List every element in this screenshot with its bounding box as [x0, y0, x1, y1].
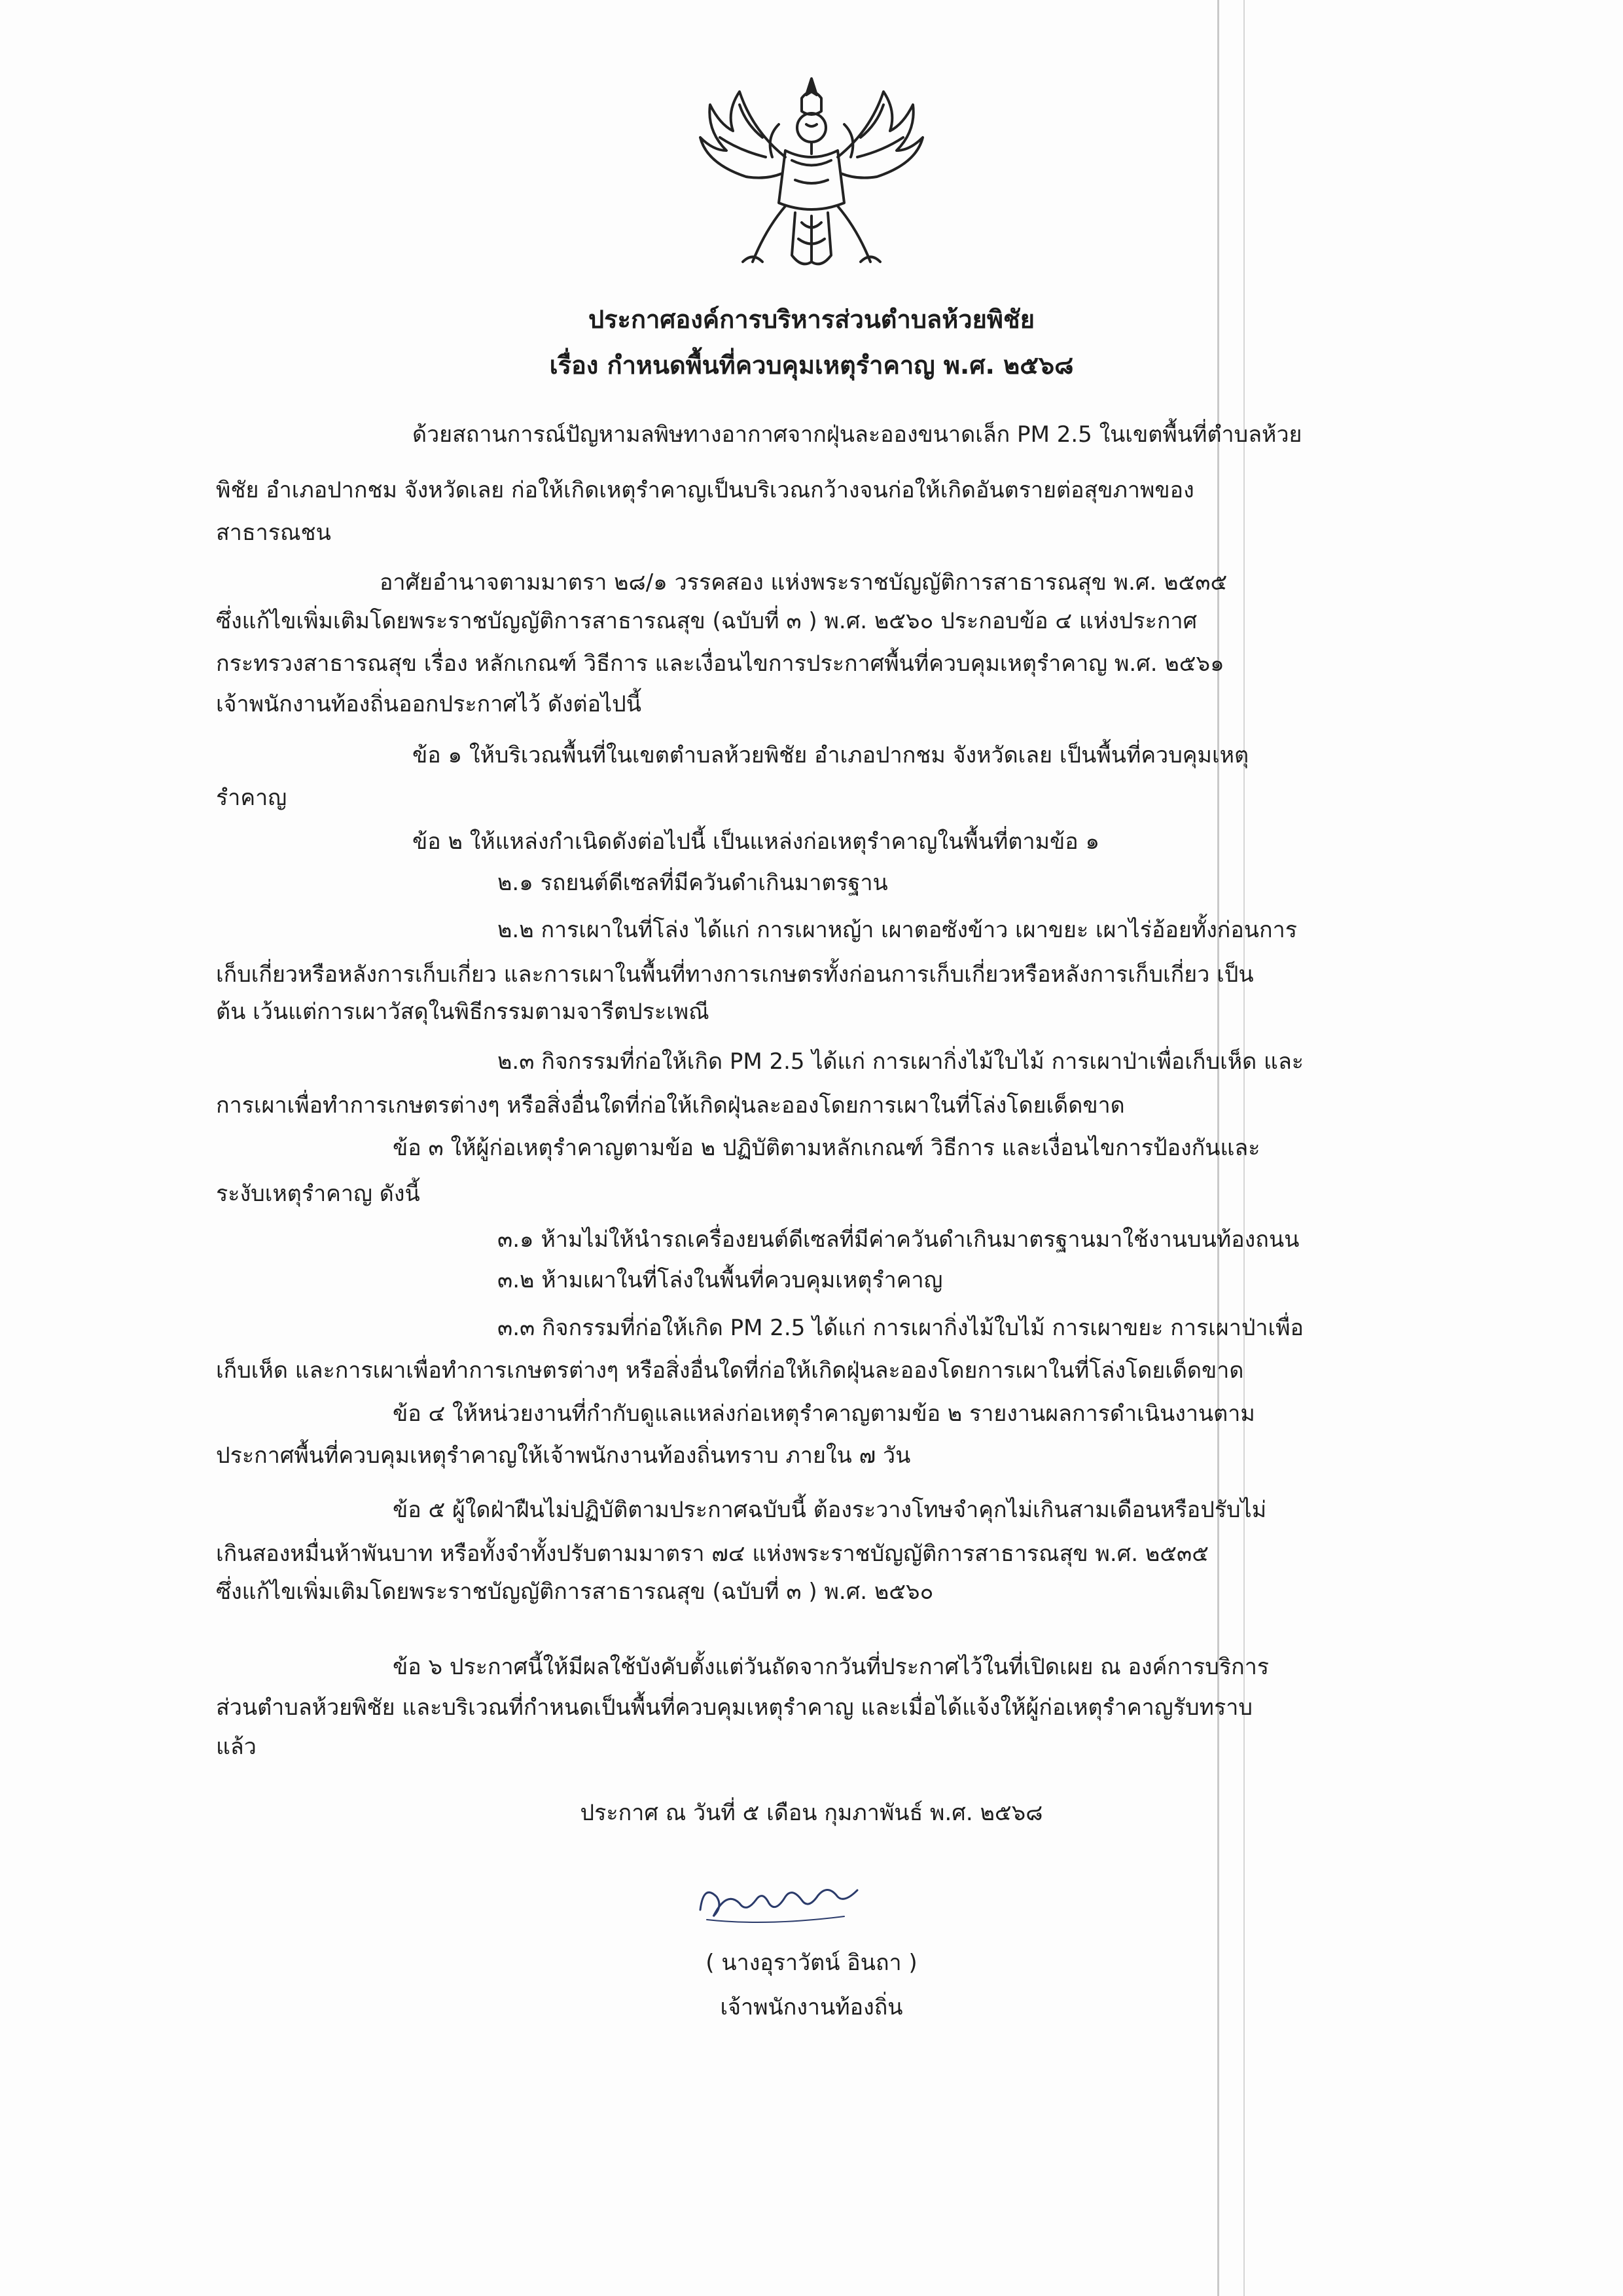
- body-line: ข้อ ๑ ให้บริเวณพื้นที่ในเขตตำบลห้วยพิชัย อำเภอปากชม จังหวัดเลย เป็นพื้นที่ควบคุมเหตุ: [412, 742, 1249, 768]
- body-line: ส่วนตำบลห้วยพิชัย และบริเวณที่กำหนดเป็นพื้นที่ควบคุมเหตุรำคาญ และเมื่อได้แจ้งให้ผู้ก่อเหตุรำคาญรับทราบ: [216, 1695, 1253, 1721]
- body-line: ซึ่งแก้ไขเพิ่มเติมโดยพระราชบัญญัติการสาธารณสุข (ฉบับที่ ๓ ) พ.ศ. ๒๕๖๐: [216, 1579, 934, 1605]
- body-line: ๒.๒ การเผาในที่โล่ง ได้แก่ การเผาหญ้า เผาตอซังข้าว เผาขยะ เผาไร่อ้อยทั้งก่อนการ: [497, 917, 1297, 943]
- body-line: ระงับเหตุรำคาญ ดังนี้: [216, 1181, 420, 1207]
- body-line: แล้ว: [216, 1734, 257, 1760]
- body-line: พิชัย อำเภอปากชม จังหวัดเลย ก่อให้เกิดเหตุรำคาญเป็นบริเวณกว้างจนก่อให้เกิดอันตรายต่อสุขภาพของ: [216, 477, 1194, 503]
- body-line: ประกาศพื้นที่ควบคุมเหตุรำคาญให้เจ้าพนักงานท้องถิ่นทราบ ภายใน ๗ วัน: [216, 1443, 911, 1469]
- body-line: ด้วยสถานการณ์ปัญหามลพิษทางอากาศจากฝุ่นละอองขนาดเล็ก PM 2.5 ในเขตพื้นที่ตำบลห้วย: [412, 422, 1302, 448]
- body-line: ข้อ ๓ ให้ผู้ก่อเหตุรำคาญตามข้อ ๒ ปฏิบัติตามหลักเกณฑ์ วิธีการ และเงื่อนไขการป้องกันและ: [393, 1135, 1260, 1161]
- body-line: ข้อ ๖ ประกาศนี้ให้มีผลใช้บังคับตั้งแต่วันถัดจากวันที่ประกาศไว้ในที่เปิดเผย ณ องค์การบริการ: [393, 1654, 1270, 1680]
- body-line: เกินสองหมื่นห้าพันบาท หรือทั้งจำทั้งปรับตามมาตรา ๗๔ แห่งพระราชบัญญัติการสาธารณสุข พ.ศ. ๒๕๓๕: [216, 1541, 1209, 1567]
- body-line: ข้อ ๒ ให้แหล่งกำเนิดดังต่อไปนี้ เป็นแหล่งก่อเหตุรำคาญในพื้นที่ตามข้อ ๑: [412, 829, 1100, 855]
- body-line: ข้อ ๕ ผู้ใดฝ่าฝืนไม่ปฏิบัติตามประกาศฉบับนี้ ต้องระวางโทษจำคุกไม่เกินสามเดือนหรือปรับไม่: [393, 1497, 1267, 1523]
- body-line: ๓.๓ กิจกรรมที่ก่อให้เกิด PM 2.5 ได้แก่ การเผากิ่งไม้ใบไม้ การเผาขยะ การเผาป่าเพื่อ: [497, 1315, 1304, 1341]
- body-line: รำคาญ: [216, 785, 287, 811]
- handwritten-signature: [687, 1871, 870, 1929]
- body-line: ๒.๑ รถยนต์ดีเซลที่มีควันดำเกินมาตรฐาน: [497, 870, 888, 896]
- body-line: ๓.๒ ห้ามเผาในที่โล่งในพื้นที่ควบคุมเหตุรำคาญ: [497, 1267, 943, 1293]
- body-line: ข้อ ๔ ให้หน่วยงานที่กำกับดูแลแหล่งก่อเหตุรำคาญตามข้อ ๒ รายงานผลการดำเนินงานตาม: [393, 1401, 1255, 1427]
- garuda-emblem-icon: [681, 65, 942, 281]
- body-line: เจ้าพนักงานท้องถิ่นออกประกาศไว้ ดังต่อไปนี้: [216, 691, 641, 717]
- body-line: อาศัยอำนาจตามมาตรา ๒๘/๑ วรรคสอง แห่งพระราชบัญญัติการสาธารณสุข พ.ศ. ๒๕๓๕: [380, 569, 1228, 596]
- body-line: ๓.๑ ห้ามไม่ให้นำรถเครื่องยนต์ดีเซลที่มีค่าควันดำเกินมาตรฐานมาใช้งานบนท้องถนน: [497, 1227, 1300, 1253]
- body-line: สาธารณชน: [216, 520, 331, 546]
- document-title: ประกาศองค์การบริหารส่วนตำบลห้วยพิชัย: [588, 305, 1035, 334]
- announce-date: ประกาศ ณ วันที่ ๕ เดือน กุมภาพันธ์ พ.ศ. ๒๕๖๘: [580, 1800, 1043, 1826]
- signer-name: ( นางอุราวัตน์ อินถา ): [705, 1950, 918, 1976]
- body-line: เก็บเห็ด และการเผาเพื่อทำการเกษตรต่างๆ หรือสิ่งอื่นใดที่ก่อให้เกิดฝุ่นละอองโดยการเผาในที่โล่งโดยเด็ดขาด: [216, 1357, 1244, 1384]
- body-line: เก็บเกี่ยวหรือหลังการเก็บเกี่ยว และการเผาในพื้นที่ทางการเกษตรทั้งก่อนการเก็บเกี่ยวหรือหลังการเก็บเกี่ยว เป็น: [216, 961, 1254, 988]
- signer-title: เจ้าพนักงานท้องถิ่น: [720, 1994, 903, 2020]
- body-line: ต้น เว้นแต่การเผาวัสดุในพิธีกรรมตามจารีตประเพณี: [216, 999, 709, 1025]
- body-line: ซึ่งแก้ไขเพิ่มเติมโดยพระราชบัญญัติการสาธารณสุข (ฉบับที่ ๓ ) พ.ศ. ๒๕๖๐ ประกอบข้อ ๔ แห่งประกาศ: [216, 608, 1198, 634]
- body-line: กระทรวงสาธารณสุข เรื่อง หลักเกณฑ์ วิธีการ และเงื่อนไขการประกาศพื้นที่ควบคุมเหตุรำคาญ พ.ศ. ๒๕๖๑: [216, 651, 1224, 677]
- body-line: ๒.๓ กิจกรรมที่ก่อให้เกิด PM 2.5 ได้แก่ การเผากิ่งไม้ใบไม้ การเผาป่าเพื่อเก็บเห็ด และ: [497, 1049, 1304, 1075]
- body-line: การเผาเพื่อทำการเกษตรต่างๆ หรือสิ่งอื่นใดที่ก่อให้เกิดฝุ่นละอองโดยการเผาในที่โล่งโดยเด็ดขาด: [216, 1092, 1125, 1119]
- document-subject: เรื่อง กำหนดพื้นที่ควบคุมเหตุรำคาญ พ.ศ. ๒๕๖๘: [549, 351, 1074, 380]
